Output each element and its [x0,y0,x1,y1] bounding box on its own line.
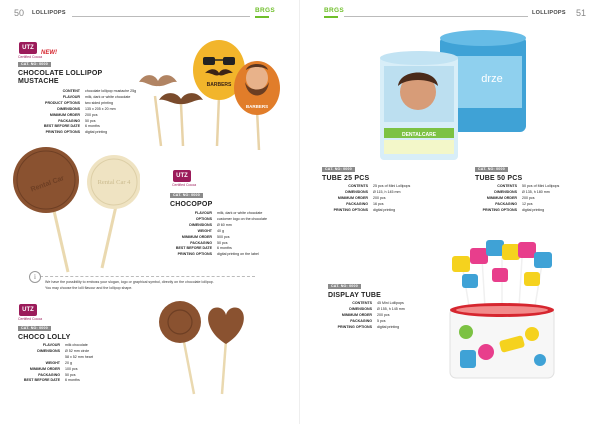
mustache-lollipops-image [135,34,283,152]
spec-row: MINIMUM ORDER 200 pcs [341,312,390,317]
brand-underline [255,16,269,18]
spec-row: DIMENSIONS 135 x 205 x 20 mm [57,106,116,111]
spec-row: PRINTING OPTIONS digital printing [482,207,545,212]
chocopop-white [87,155,140,268]
spec-row: DIMENSIONS Ø 155, h 145 mm [349,306,405,311]
embossed-text: Rental Car [29,174,66,194]
spec-row: PRINTING OPTIONS digital printing [337,324,400,329]
mustache-lollipop-small [139,75,177,146]
section-title: LOLLIPOPS [32,10,66,16]
info-line: You may choose the lolli flavour and the lollipop shape. [45,285,133,290]
barbers-label: BARBERS [206,82,232,88]
product-title: CHOCOPOP [170,201,213,208]
spec-row: PACKAGING 50 pcs [190,240,228,245]
spec-row: FLAVOUR milk chocolate [42,343,88,347]
spec-row: CONTENTS 50 pcs of Mini Lollipops [497,184,560,188]
utz-subtitle: Certified Cocoa [18,55,43,59]
brand-logo: BRGS [255,7,275,14]
spec-row: PACKAGING 12 pcs [495,201,533,206]
spec-row: PRINTING OPTIONS digital printing on the label [177,252,259,257]
choco-lolly-circle [159,301,201,394]
utz-logo: UTZ [19,304,37,316]
product-title-line: CHOCOLATE LOLLIPOP [18,70,103,77]
embossed-text: Rental Car 4 [97,179,131,186]
spec-row: PACKAGING 16 pcs [346,201,384,206]
choco-lolly-image [150,298,250,398]
choco-lolly-heart [208,307,244,394]
spec-row: CONTENTS 45 Mini Lollipops [352,301,404,305]
spec-row: PACKAGING 50 pcs [58,118,96,123]
spec-row: FLAVOUR milk, dark or white chocolate [62,94,131,99]
info-note [45,280,255,291]
info-icon: i [29,271,41,283]
catalog-number: CAT. NO: 0000 [328,284,361,289]
spec-row: 58 x 52 mm heart [65,354,93,359]
info-line: We have the possibility to emboss your slogan, logo or graphical symbol, directly on the chocolate lollipop. [45,280,214,284]
spec-row: DIMENSIONS Ø 115, h 145 mm [345,189,401,194]
product-title: TUBE 25 PCS [322,175,370,182]
barbers-label: BARBERS [245,104,269,109]
spec-row: OPTIONS customer logo on the chocolate [195,216,267,221]
chocopop-milk [13,147,79,272]
utz-subtitle: Certified Cocoa [172,183,197,187]
spec-row: DIMENSIONS Ø 60 mm [189,222,232,227]
brand-underline [324,16,338,18]
display-tube-body [450,303,554,378]
chocopop-image [10,144,140,274]
divider [40,276,255,277]
spec-row: DIMENSIONS Ø 52 mm circle [37,348,90,353]
catalog-number: CAT. NO: 0000 [322,167,355,172]
spec-row: MINIMUM ORDER 100 pcs [29,366,78,371]
product-title: TUBE 50 PCS [475,175,523,182]
spec-row: MINIMUM ORDER 200 pcs [337,195,386,200]
utz-logo: UTZ [19,42,37,54]
spec-table [475,184,559,214]
page-number: 51 [576,8,587,18]
header-rule [344,16,528,17]
page-number: 50 [14,8,25,18]
product-title-line: MUSTACHE [18,77,59,85]
product-title: DISPLAY TUBE [328,292,381,299]
spec-row: WEIGHT 20 g [45,360,72,365]
tubes-image [374,30,544,168]
spec-row: BEST BEFORE DATE 6 months [43,124,100,129]
barbers-lollipop-beard [234,61,280,150]
spec-table [328,301,405,331]
spec-row: WEIGHT 40 g [197,228,224,233]
spec-row: DIMENSIONS Ø 135, h 180 mm [494,189,550,194]
spec-row: MINIMUM ORDER 200 pcs [486,195,535,200]
display-tube-image [442,234,562,384]
spec-row: PACKAGING 50 pcs [38,372,76,377]
spec-table [18,89,136,136]
spec-row: FLAVOUR milk, dark or white chocolate [194,211,263,215]
spec-table [322,184,410,214]
spec-row: CONTENTS 25 pcs of Mini Lollipops [348,184,411,188]
spec-row: PRODUCT OPTIONS two sided printing [45,100,113,105]
tube-brand-text: DENTALCARE [401,132,437,138]
spec-row: CONTENT chocolate lollipop mustache 25g [62,89,137,93]
spec-row: PRINTING OPTIONS digital printing [45,130,108,135]
spec-table [170,211,267,258]
product-title [18,70,102,85]
spec-row: MINIMUM ORDER 500 pcs [181,234,230,239]
tube-brand-text: drze [481,73,503,85]
spec-row: MINIMUM ORDER 200 pcs [49,112,98,117]
spec-table [18,343,93,384]
tube-25-pcs [380,51,458,160]
utz-subtitle: Certified Cocoa [18,317,43,321]
utz-logo: UTZ [173,170,191,182]
header-rule [72,16,250,17]
catalog-number: CAT. NO: 0000 [170,193,203,198]
new-badge: NEW! [41,50,57,56]
spec-row: BEST BEFORE DATE 6 months [23,378,80,383]
catalog-number: CAT. NO: 0000 [18,326,51,331]
spec-row: BEST BEFORE DATE 6 months [175,246,232,251]
spec-row: PACKAGING 5 pcs [350,318,386,323]
section-title: LOLLIPOPS [532,10,566,16]
catalog-number: CAT. NO: 0000 [475,167,508,172]
catalog-number: CAT. NO: 0000 [18,62,51,67]
mustache-lollipop-dark [159,93,203,146]
product-title: CHOCO LOLLY [18,334,71,341]
brand-logo: BRGS [324,7,344,14]
spec-row: PRINTING OPTIONS digital printing [333,207,396,212]
